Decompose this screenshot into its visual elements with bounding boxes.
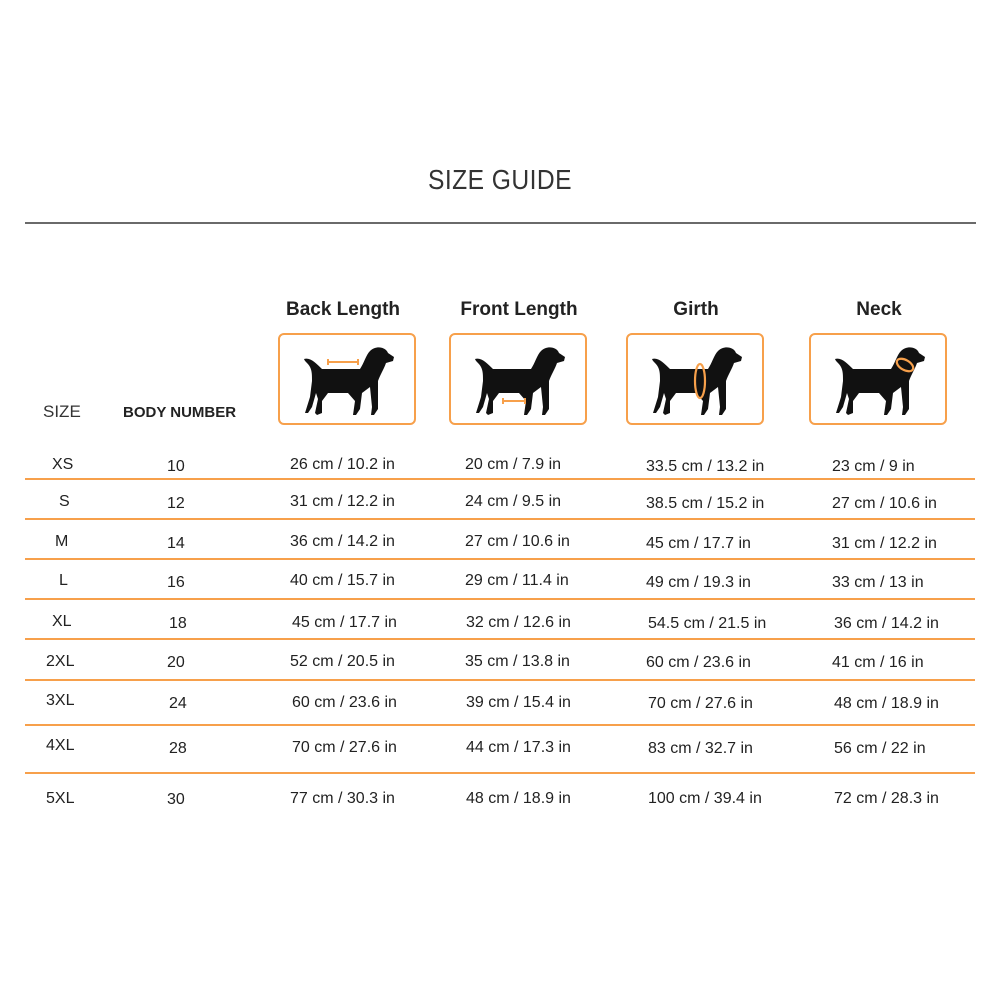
back-length-cell: 70 cm / 27.6 in bbox=[292, 739, 397, 756]
row-divider bbox=[25, 558, 975, 560]
dog-back-length-icon bbox=[278, 333, 416, 425]
size-column-header: SIZE bbox=[43, 402, 81, 421]
back-length-cell: 36 cm / 14.2 in bbox=[290, 533, 395, 550]
girth-cell: 83 cm / 32.7 in bbox=[648, 740, 753, 757]
size-cell: XL bbox=[52, 613, 72, 630]
body-number-cell: 10 bbox=[167, 458, 185, 475]
girth-cell: 45 cm / 17.7 in bbox=[646, 535, 751, 552]
girth-cell: 100 cm / 39.4 in bbox=[648, 790, 762, 807]
front-length-cell: 48 cm / 18.9 in bbox=[466, 790, 571, 807]
back-length-cell: 40 cm / 15.7 in bbox=[290, 572, 395, 589]
front-length-cell: 39 cm / 15.4 in bbox=[466, 694, 571, 711]
row-divider bbox=[25, 598, 975, 600]
body-number-cell: 14 bbox=[167, 535, 185, 552]
girth-cell: 33.5 cm / 13.2 in bbox=[646, 458, 765, 475]
body-number-cell: 12 bbox=[167, 495, 185, 512]
girth-cell: 70 cm / 27.6 in bbox=[648, 695, 753, 712]
neck-cell: 72 cm / 28.3 in bbox=[834, 790, 939, 807]
header-front-length: Front Length bbox=[460, 299, 578, 320]
neck-cell: 23 cm / 9 in bbox=[832, 458, 915, 475]
size-cell: L bbox=[59, 572, 68, 589]
back-length-cell: 60 cm / 23.6 in bbox=[292, 694, 397, 711]
body-number-cell: 18 bbox=[169, 615, 187, 632]
row-divider bbox=[25, 518, 975, 520]
neck-cell: 31 cm / 12.2 in bbox=[832, 535, 937, 552]
dog-neck-icon bbox=[809, 333, 947, 425]
row-divider bbox=[25, 772, 975, 774]
front-length-cell: 35 cm / 13.8 in bbox=[465, 653, 570, 670]
back-length-cell: 52 cm / 20.5 in bbox=[290, 653, 395, 670]
front-length-cell: 29 cm / 11.4 in bbox=[465, 572, 569, 589]
header-back-length: Back Length bbox=[285, 299, 401, 320]
body-number-cell: 30 bbox=[167, 791, 185, 808]
neck-cell: 56 cm / 22 in bbox=[834, 740, 926, 757]
girth-cell: 54.5 cm / 21.5 in bbox=[648, 615, 767, 632]
header-girth: Girth bbox=[673, 299, 719, 320]
size-cell: S bbox=[59, 493, 70, 510]
body-number-cell: 28 bbox=[169, 740, 187, 757]
neck-cell: 27 cm / 10.6 in bbox=[832, 495, 937, 512]
front-length-cell: 24 cm / 9.5 in bbox=[465, 493, 562, 510]
body-number-cell: 20 bbox=[167, 654, 185, 671]
page-title: SIZE GUIDE bbox=[427, 164, 573, 195]
size-cell: 5XL bbox=[46, 790, 75, 807]
back-length-cell: 77 cm / 30.3 in bbox=[290, 790, 395, 807]
row-divider bbox=[25, 638, 975, 640]
girth-cell: 60 cm / 23.6 in bbox=[646, 654, 751, 671]
size-cell: M bbox=[55, 533, 69, 550]
row-divider bbox=[25, 478, 975, 480]
size-cell: 4XL bbox=[46, 737, 75, 754]
body-number-cell: 24 bbox=[169, 695, 187, 712]
neck-cell: 33 cm / 13 in bbox=[832, 574, 924, 591]
neck-cell: 41 cm / 16 in bbox=[832, 654, 924, 671]
back-length-cell: 31 cm / 12.2 in bbox=[290, 493, 395, 510]
body-number-cell: 16 bbox=[167, 574, 185, 591]
size-cell: XS bbox=[52, 456, 74, 473]
body-number-column-header: BODY NUMBER bbox=[123, 404, 237, 421]
title-divider bbox=[25, 222, 976, 224]
front-length-cell: 27 cm / 10.6 in bbox=[465, 533, 570, 550]
dog-girth-icon bbox=[626, 333, 764, 425]
neck-cell: 36 cm / 14.2 in bbox=[834, 615, 939, 632]
back-length-cell: 45 cm / 17.7 in bbox=[292, 614, 397, 631]
row-divider bbox=[25, 724, 975, 726]
front-length-cell: 20 cm / 7.9 in bbox=[465, 456, 562, 473]
front-length-cell: 44 cm / 17.3 in bbox=[466, 739, 571, 756]
front-length-cell: 32 cm / 12.6 in bbox=[466, 614, 571, 631]
girth-cell: 38.5 cm / 15.2 in bbox=[646, 495, 765, 512]
row-divider bbox=[25, 679, 975, 681]
back-length-cell: 26 cm / 10.2 in bbox=[290, 456, 395, 473]
size-cell: 3XL bbox=[46, 692, 75, 709]
header-neck: Neck bbox=[856, 299, 902, 320]
neck-cell: 48 cm / 18.9 in bbox=[834, 695, 939, 712]
dog-front-length-icon bbox=[449, 333, 587, 425]
girth-cell: 49 cm / 19.3 in bbox=[646, 574, 751, 591]
size-cell: 2XL bbox=[46, 653, 75, 670]
